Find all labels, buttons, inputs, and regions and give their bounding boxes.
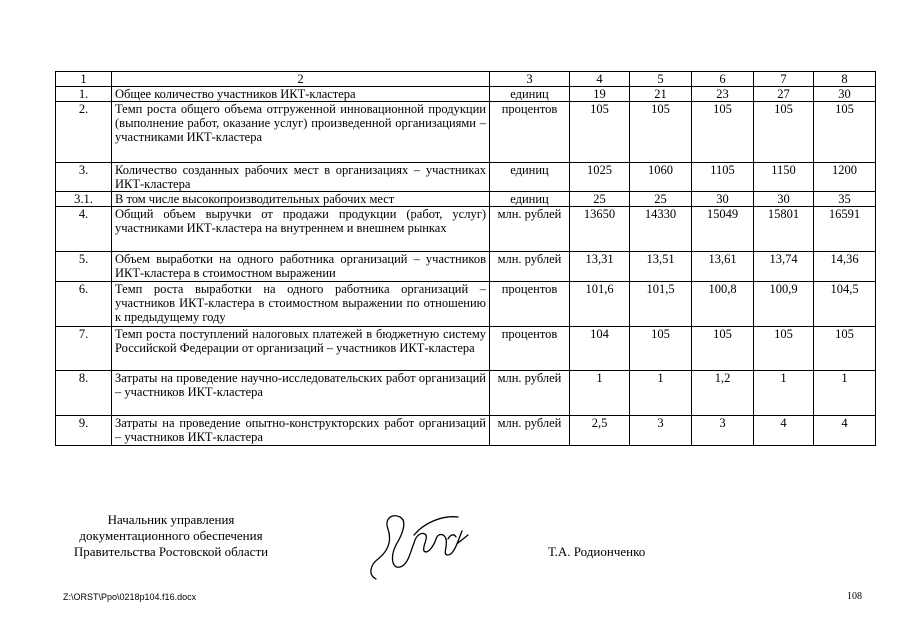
value-cell: 23 (692, 87, 754, 102)
row-number-cell: 5. (56, 252, 112, 282)
indicator-name-cell: Темп роста поступлений налоговых платежей в бюджетную систему Российской Федерации от организаций – участников ИКТ-кластера (112, 327, 490, 371)
value-cell: 1,2 (692, 371, 754, 416)
value-cell: 105 (630, 327, 692, 371)
unit-cell: единиц (490, 87, 570, 102)
value-cell: 21 (630, 87, 692, 102)
value-cell: 13,51 (630, 252, 692, 282)
value-cell: 3 (692, 416, 754, 446)
value-cell: 1 (814, 371, 876, 416)
header-cell: 5 (630, 72, 692, 87)
row-number-cell: 7. (56, 327, 112, 371)
header-cell: 6 (692, 72, 754, 87)
indicators-table (55, 71, 876, 446)
table-row (56, 102, 876, 163)
value-cell: 14330 (630, 207, 692, 252)
header-cell: 2 (112, 72, 490, 87)
value-cell: 105 (754, 327, 814, 371)
value-cell: 100,8 (692, 282, 754, 327)
row-number-cell: 3. (56, 163, 112, 192)
row-number-cell: 3.1. (56, 192, 112, 207)
indicator-name-cell: Темп роста общего объема отгруженной инновационной продукции (выполнение работ, оказание услуг) произведенной организациями – участниками ИКТ-кластера (112, 102, 490, 163)
value-cell: 13,31 (570, 252, 630, 282)
handwritten-signature (362, 505, 472, 585)
value-cell: 27 (754, 87, 814, 102)
table-row (56, 87, 876, 102)
value-cell: 1 (570, 371, 630, 416)
value-cell: 104,5 (814, 282, 876, 327)
signatory-position (55, 512, 287, 560)
value-cell: 1200 (814, 163, 876, 192)
row-number-cell: 4. (56, 207, 112, 252)
table-row (56, 207, 876, 252)
value-cell: 13,74 (754, 252, 814, 282)
row-number-cell: 6. (56, 282, 112, 327)
value-cell: 101,5 (630, 282, 692, 327)
page-number: 108 (847, 591, 862, 602)
unit-cell: процентов (490, 102, 570, 163)
table-row (56, 327, 876, 371)
unit-cell: млн. рублей (490, 416, 570, 446)
indicator-name-cell: Темп роста выработки на одного работника организаций – участников ИКТ-кластера в стоимостном выражении по отношению к предыдущему году (112, 282, 490, 327)
value-cell: 105 (692, 102, 754, 163)
value-cell: 1 (754, 371, 814, 416)
header-cell: 4 (570, 72, 630, 87)
unit-cell: млн. рублей (490, 371, 570, 416)
unit-cell: процентов (490, 282, 570, 327)
unit-cell: единиц (490, 192, 570, 207)
value-cell: 25 (570, 192, 630, 207)
value-cell: 1150 (754, 163, 814, 192)
indicator-name-cell: Затраты на проведение опытно-конструкторских работ организаций – участников ИКТ-кластера (112, 416, 490, 446)
value-cell: 14,36 (814, 252, 876, 282)
table-row (56, 371, 876, 416)
value-cell: 1060 (630, 163, 692, 192)
value-cell: 13,61 (692, 252, 754, 282)
table-row (56, 252, 876, 282)
value-cell: 3 (630, 416, 692, 446)
value-cell: 2,5 (570, 416, 630, 446)
value-cell: 105 (754, 102, 814, 163)
value-cell: 30 (814, 87, 876, 102)
value-cell: 15801 (754, 207, 814, 252)
value-cell: 4 (754, 416, 814, 446)
position-line-2: документационного обеспечения (79, 528, 263, 543)
indicator-name-cell: Количество созданных рабочих мест в организациях – участниках ИКТ-кластера (112, 163, 490, 192)
row-number-cell: 9. (56, 416, 112, 446)
signatory-name: Т.А. Родионченко (548, 544, 646, 559)
header-cell: 8 (814, 72, 876, 87)
position-line-3: Правительства Ростовской области (73, 544, 269, 559)
value-cell: 30 (692, 192, 754, 207)
unit-cell: млн. рублей (490, 207, 570, 252)
value-cell: 105 (814, 327, 876, 371)
value-cell: 25 (630, 192, 692, 207)
unit-cell: процентов (490, 327, 570, 371)
value-cell: 104 (570, 327, 630, 371)
header-row (56, 72, 876, 87)
value-cell: 100,9 (754, 282, 814, 327)
unit-cell: единиц (490, 163, 570, 192)
value-cell: 30 (754, 192, 814, 207)
value-cell: 1025 (570, 163, 630, 192)
value-cell: 105 (630, 102, 692, 163)
unit-cell: млн. рублей (490, 252, 570, 282)
value-cell: 15049 (692, 207, 754, 252)
value-cell: 105 (692, 327, 754, 371)
value-cell: 16591 (814, 207, 876, 252)
header-cell: 1 (56, 72, 112, 87)
value-cell: 35 (814, 192, 876, 207)
table-row (56, 163, 876, 192)
header-cell: 3 (490, 72, 570, 87)
indicator-name-cell: Общий объем выручки от продажи продукции (работ, услуг) участниками ИКТ-кластера на внутреннем и внешнем рынках (112, 207, 490, 252)
indicator-name-cell: Затраты на проведение научно-исследовательских работ организаций – участников ИКТ-кластера (112, 371, 490, 416)
file-path: Z:\ORST\Ppo\0218p104.f16.docx (63, 592, 197, 602)
indicator-name-cell: Общее количество участников ИКТ-кластера (112, 87, 490, 102)
row-number-cell: 2. (56, 102, 112, 163)
table-row (56, 192, 876, 207)
row-number-cell: 8. (56, 371, 112, 416)
table-row (56, 416, 876, 446)
indicator-name-cell: Объем выработки на одного работника организаций – участников ИКТ-кластера в стоимостном выражении (112, 252, 490, 282)
value-cell: 101,6 (570, 282, 630, 327)
value-cell: 19 (570, 87, 630, 102)
position-line-1: Начальник управления (107, 512, 235, 527)
value-cell: 105 (570, 102, 630, 163)
indicator-name-cell: В том числе высокопроизводительных рабочих мест (112, 192, 490, 207)
row-number-cell: 1. (56, 87, 112, 102)
header-cell: 7 (754, 72, 814, 87)
value-cell: 13650 (570, 207, 630, 252)
value-cell: 1 (630, 371, 692, 416)
table-row (56, 282, 876, 327)
value-cell: 1105 (692, 163, 754, 192)
value-cell: 4 (814, 416, 876, 446)
value-cell: 105 (814, 102, 876, 163)
